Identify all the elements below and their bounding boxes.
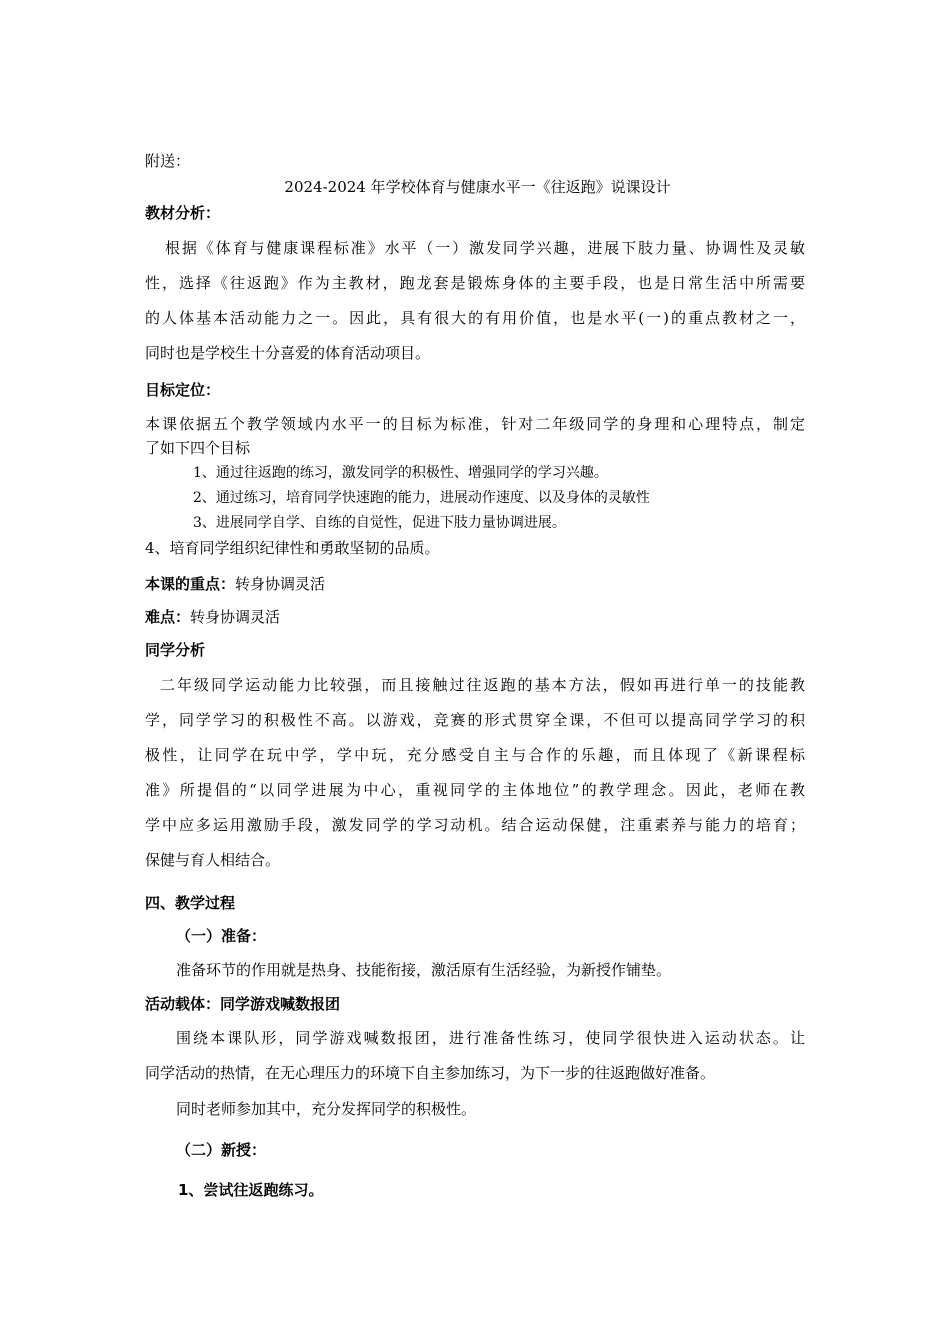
difficulty-text: 转身协调灵活 [190, 608, 281, 626]
goal-item: 4、培育同学组织纪律性和勇敢坚韧的品质。 [145, 539, 440, 557]
paragraph-line: 学，同学学习的积极性不高。以游戏，竞赛的形式贯穿全课，不但可以提高同学学习的积 [145, 711, 805, 729]
paragraph-line: 准备环节的作用就是热身、技能衔接，激活原有生活经验，为新授作铺垫。 [176, 961, 672, 979]
step-heading: 1、尝试往返跑练习。 [178, 1181, 324, 1199]
paragraph-line: 性，选择《往返跑》作为主教材，跑龙套是锻炼身体的主要手段，也是日常生活中所需要 [145, 274, 805, 292]
paragraph-line: 本课依据五个教学领域内水平一的目标为标准，针对二年级同学的身理和心理特点，制定 [145, 415, 805, 433]
section-heading-material: 教材分析： [145, 204, 221, 222]
section-heading-process: 四、教学过程 [145, 894, 236, 912]
paragraph-line: 学中应多运用激励手段，激发同学的学习动机。结合运动保健，注重素养与能力的培育； [145, 816, 805, 834]
key-point-line [145, 574, 810, 594]
paragraph-line: 同学活动的热情，在无心理压力的环境下自主参加练习，为下一步的往返跑做好准备。 [145, 1064, 716, 1082]
paragraph-line: 二年级同学运动能力比较强，而且接触过往返跑的基本方法，假如再进行单一的技能教 [160, 676, 805, 694]
paragraph-line: 了如下四个目标 [145, 439, 251, 457]
subheading-prep: （一）准备： [176, 927, 267, 945]
paragraph-line: 的人体基本活动能力之一。因此，具有很大的有用价值，也是水平(一)的重点教材之一， [145, 309, 805, 327]
appendix-label: 附送： [145, 152, 191, 170]
key-point-label: 本课的重点： [145, 575, 236, 593]
section-heading-goals: 目标定位： [145, 381, 221, 399]
subheading-new: （二）新授： [176, 1141, 267, 1159]
paragraph-line: 同时也是学校生十分喜爱的体育活动项目。 [145, 344, 431, 362]
paragraph-line: 根据《体育与健康课程标准》水平（一）激发同学兴趣，进展下肢力量、协调性及灵敏 [165, 239, 805, 257]
difficulty-label: 难点： [145, 608, 191, 626]
difficulty-line [145, 607, 810, 627]
activity-heading: 活动载体：同学游戏喊数报团 [145, 995, 341, 1013]
paragraph-line: 准》所提倡的“以同学进展为中心，重视同学的主体地位”的教学理念。因此，老师在教 [145, 781, 805, 799]
goal-item: 1、通过往返跑的练习，激发同学的积极性、增强同学的学习兴趣。 [193, 465, 608, 481]
paragraph-line: 极性，让同学在玩中学，学中玩，充分感受自主与合作的乐趣，而且体现了《新课程标 [145, 746, 805, 764]
paragraph-line: 同时老师参加其中，充分发挥同学的积极性。 [176, 1100, 477, 1118]
goal-item: 2、通过练习，培育同学快速跑的能力，进展动作速度、以及身体的灵敏性 [193, 490, 650, 506]
paragraph-line: 保健与育人相结合。 [145, 851, 281, 869]
paragraph-line: 围绕本课队形，同学游戏喊数报团，进行准备性练习，使同学很快进入运动状态。让 [176, 1029, 805, 1047]
key-point-text: 转身协调灵活 [235, 575, 326, 593]
document-title: 2024-2024 年学校体育与健康水平一《往返跑》说课设计 [284, 178, 671, 196]
section-heading-students: 同学分析 [145, 641, 206, 659]
goal-item: 3、进展同学自学、自练的自觉性，促进下肢力量协调进展。 [193, 515, 566, 531]
